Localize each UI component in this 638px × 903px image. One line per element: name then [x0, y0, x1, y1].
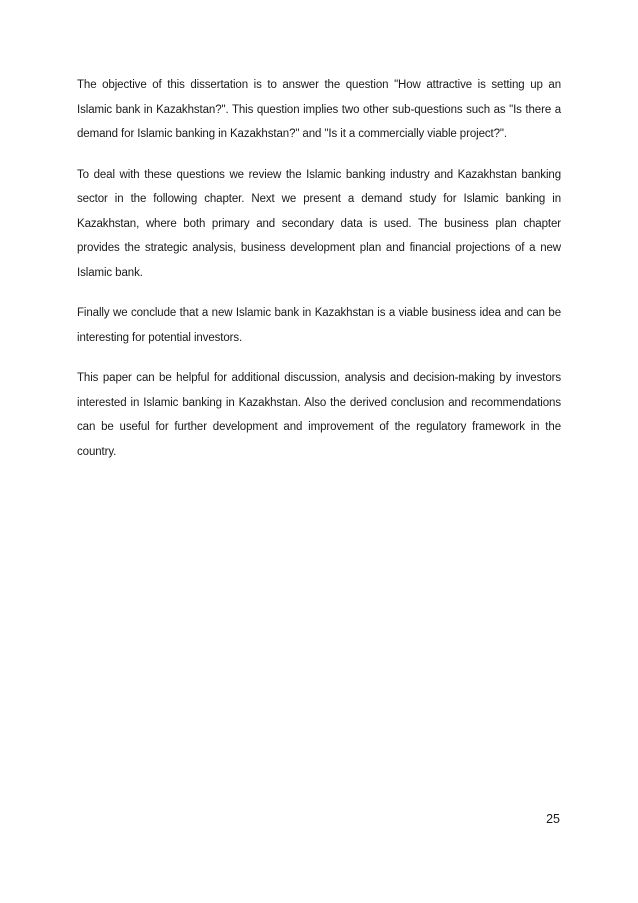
body-text — [77, 73, 561, 480]
paragraph-usefulness: This paper can be helpful for additional discussion, analysis and decision-making by investors interested in Islamic banking in Kazakhstan. Also the derived conclusion and recommendations can be useful for further development and improvement of the regulatory framework in the country. — [77, 372, 561, 458]
page-number: 25 — [546, 812, 560, 826]
paragraph-conclusion: Finally we conclude that a new Islamic bank in Kazakhstan is a viable business idea and can be interesting for potential investors. — [77, 307, 561, 344]
paragraph-objective: The objective of this dissertation is to answer the question "How attractive is setting up an Islamic bank in Kazakhstan?". This question implies two other sub-questions such as "Is there a demand for Islamic banking in Kazakhstan?" and "Is it a commercially viable project?". — [77, 79, 561, 140]
paragraph-structure: To deal with these questions we review the Islamic banking industry and Kazakhstan banking sector in the following chapter. Next we present a demand study for Islamic banking in Kazakhstan, where both primary and secondary data is used. The business plan chapter provides the strategic analysis, business development plan and financial projections of a new Islamic bank. — [77, 168, 561, 279]
